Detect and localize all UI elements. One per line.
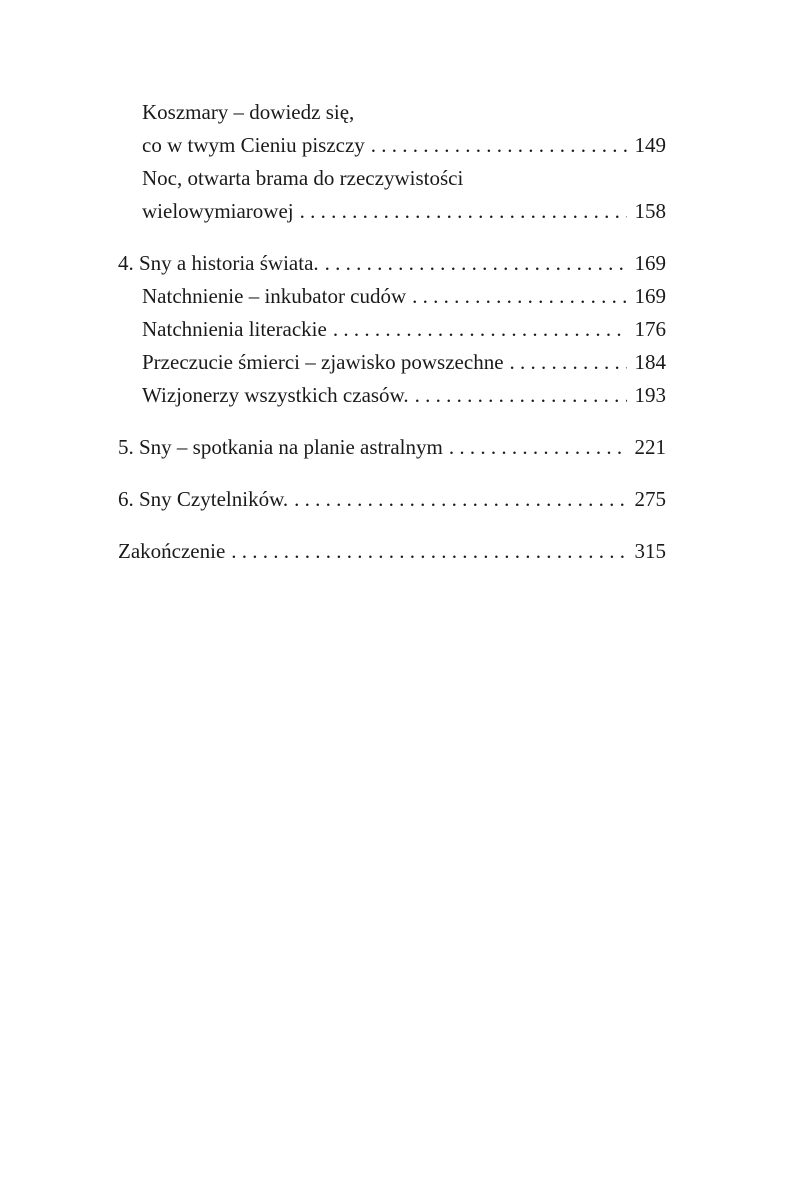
toc-entry xyxy=(118,162,666,195)
toc-entry-title: co w twym Cieniu piszczy xyxy=(142,133,365,157)
dot-leader xyxy=(510,346,627,379)
toc-chapter-title: 5. Sny – spotkania na planie astralnym xyxy=(118,435,443,459)
toc-entry-title: Wizjonerzy wszystkich czasów. xyxy=(142,383,409,407)
toc-entry-title: Koszmary – dowiedz się, xyxy=(142,100,355,124)
toc-entry xyxy=(118,96,666,129)
toc-chapter xyxy=(118,483,666,516)
toc-entry xyxy=(118,129,666,162)
toc-entry-title: wielowymiarowej xyxy=(142,199,294,223)
toc-entry-title: Natchnienie – inkubator cudów xyxy=(142,284,407,308)
toc-chapter-page: 315 xyxy=(634,539,666,563)
toc-chapter-page: 221 xyxy=(634,435,666,459)
toc-entry xyxy=(118,346,666,379)
toc-entry xyxy=(118,379,666,412)
toc-chapter xyxy=(118,535,666,568)
toc-entry-page: 184 xyxy=(634,350,666,374)
dot-leader xyxy=(415,379,627,412)
dot-leader xyxy=(231,535,626,568)
toc-chapter-page: 275 xyxy=(634,487,666,511)
dot-leader xyxy=(333,313,627,346)
toc-entry-title: Natchnienia literackie xyxy=(142,317,327,341)
toc-entry-page: 169 xyxy=(634,284,666,308)
dot-leader xyxy=(412,280,626,313)
toc-chapter-title: 4. Sny a historia świata. xyxy=(118,251,319,275)
toc-entry xyxy=(118,313,666,346)
dot-leader xyxy=(449,431,627,464)
toc-chapter-page: 169 xyxy=(634,251,666,275)
toc-chapter-title: Zakończenie xyxy=(118,539,226,563)
toc-entry-page: 193 xyxy=(634,383,666,407)
toc-entry-page: 158 xyxy=(634,199,666,223)
table-of-contents xyxy=(118,96,666,568)
toc-entry-page: 176 xyxy=(634,317,666,341)
toc-entry-title: Przeczucie śmierci – zjawisko powszechne xyxy=(142,350,504,374)
toc-entry xyxy=(118,280,666,313)
dot-leader xyxy=(325,247,627,280)
toc-entry-title: Noc, otwarta brama do rzeczywistości xyxy=(142,166,464,190)
toc-chapter xyxy=(118,247,666,280)
dot-leader xyxy=(371,129,627,162)
toc-entry-page: 149 xyxy=(634,133,666,157)
toc-chapter-title: 6. Sny Czytelników. xyxy=(118,487,289,511)
toc-entry xyxy=(118,195,666,228)
toc-chapter xyxy=(118,431,666,464)
dot-leader xyxy=(294,483,626,516)
dot-leader xyxy=(300,195,627,228)
